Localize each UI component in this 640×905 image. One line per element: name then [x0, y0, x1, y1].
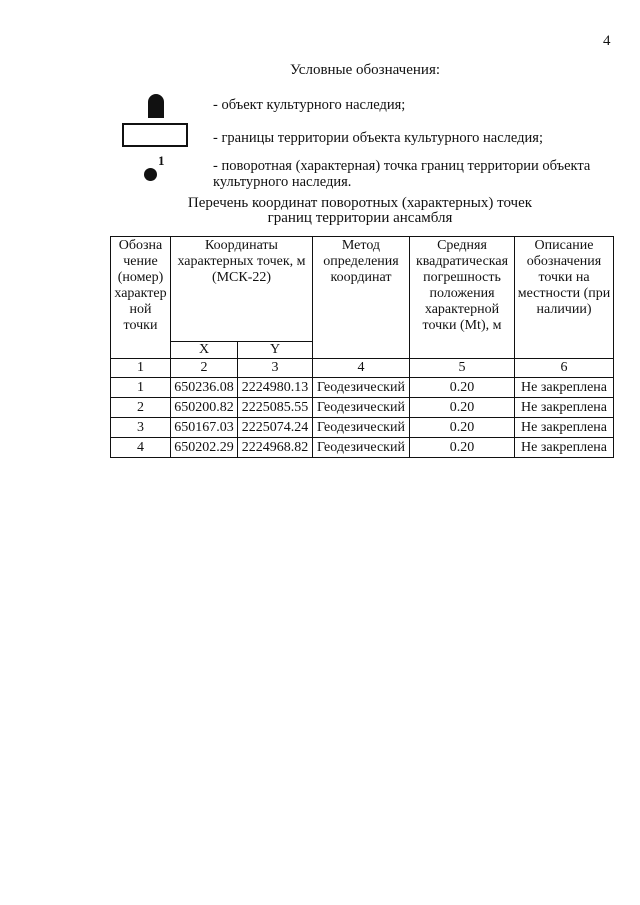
- cell-point: 4: [111, 438, 171, 458]
- cell-method: Геодезический: [313, 418, 410, 438]
- legend-item-turning-point: - поворотная (характерная) точка границ территории объекта культурного наследия.: [213, 158, 591, 190]
- cell-error: 0.20: [410, 418, 515, 438]
- table-title: [0, 196, 640, 226]
- coordinates-table: [110, 236, 614, 458]
- table-row: [111, 378, 614, 398]
- cell-description: Не закреплена: [515, 398, 614, 418]
- cell-y: 2225085.55: [238, 398, 313, 418]
- table-title-line2: границ территории ансамбля: [267, 210, 453, 226]
- cell-x: 650167.03: [171, 418, 238, 438]
- header-description: Описание обозначения точки на местности (при наличии): [515, 237, 614, 359]
- turning-point-icon: [144, 168, 157, 181]
- header-x: X: [171, 342, 238, 359]
- turning-point-label: 1: [158, 153, 165, 168]
- cell-method: Геодезический: [313, 438, 410, 458]
- column-number: 2: [171, 359, 238, 378]
- cell-error: 0.20: [410, 398, 515, 418]
- cell-point: 2: [111, 398, 171, 418]
- cell-x: 650200.82: [171, 398, 238, 418]
- legend-item-heritage: - объект культурного наследия;: [213, 97, 406, 113]
- column-number: 1: [111, 359, 171, 378]
- cell-point: 3: [111, 418, 171, 438]
- column-number: 5: [410, 359, 515, 378]
- cell-description: Не закреплена: [515, 438, 614, 458]
- cell-description: Не закреплена: [515, 418, 614, 438]
- cell-y: 2224968.82: [238, 438, 313, 458]
- header-y: Y: [238, 342, 313, 359]
- cell-x: 650236.08: [171, 378, 238, 398]
- column-number: 4: [313, 359, 410, 378]
- cell-error: 0.20: [410, 378, 515, 398]
- cell-error: 0.20: [410, 438, 515, 458]
- table-row: [111, 418, 614, 438]
- cell-method: Геодезический: [313, 378, 410, 398]
- header-coords: Координаты характерных точек, м (МСК-22): [171, 237, 313, 342]
- column-number: 3: [238, 359, 313, 378]
- column-number: 6: [515, 359, 614, 378]
- boundary-rectangle-icon: [122, 123, 188, 147]
- page-number: 4: [603, 33, 611, 49]
- cell-description: Не закреплена: [515, 378, 614, 398]
- table-row: [111, 398, 614, 418]
- legend-item-boundary: - границы территории объекта культурного наследия;: [213, 130, 543, 146]
- cell-x: 650202.29: [171, 438, 238, 458]
- legend-title: Условные обозначения:: [289, 62, 441, 78]
- header-point: Обозна чение (номер) характер ной точки: [111, 237, 171, 359]
- cell-y: 2225074.24: [238, 418, 313, 438]
- table-title-line1: Перечень координат поворотных (характерных) точек: [187, 195, 533, 211]
- column-number-row: [111, 359, 614, 378]
- table-header-row: [111, 237, 614, 342]
- cell-point: 1: [111, 378, 171, 398]
- heritage-object-icon: [148, 94, 164, 118]
- header-method: Метод определения координат: [313, 237, 410, 359]
- cell-method: Геодезический: [313, 398, 410, 418]
- header-error: Средняя квадратическая погрешность положения характерной точки (Mt), м: [410, 237, 515, 359]
- table-row: [111, 438, 614, 458]
- cell-y: 2224980.13: [238, 378, 313, 398]
